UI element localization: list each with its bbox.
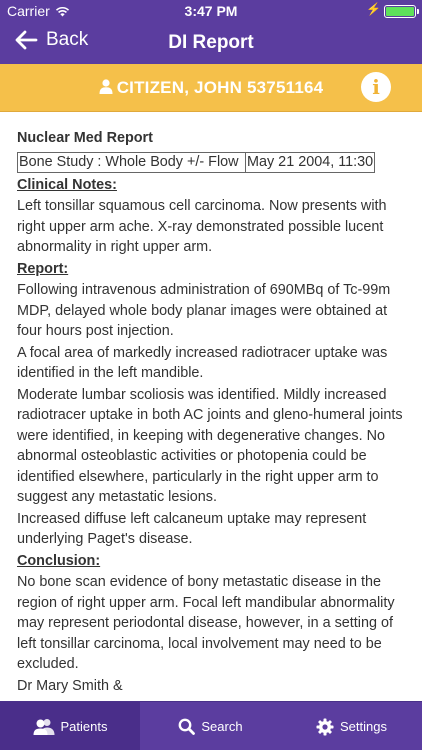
conclusion-text: No bone scan evidence of bony metastatic disease in the region of right upper arm. Focal left mandibular abnormality may represent periodontal disease, however, in a setting of left tonsillar carcinoma, local involvement may need to be excluded. <box>17 574 395 672</box>
page-title: DI Report <box>168 32 254 53</box>
patient-header <box>0 78 422 98</box>
status-bar <box>0 0 422 22</box>
back-label: Back <box>46 29 89 50</box>
top-bar <box>0 0 422 64</box>
patient-banner <box>0 64 422 112</box>
report-heading: Report: <box>17 260 69 277</box>
clinical-notes-text: Left tonsillar squamous cell carcinoma. Now presents with right upper arm ache. X-ray demonstrated possible lucent abnormality in right upper arm. <box>17 198 387 255</box>
conclusion-heading: Conclusion: <box>17 552 101 569</box>
tab-search-label: Search <box>201 719 243 734</box>
carrier-label: Carrier <box>7 3 50 19</box>
battery-level <box>386 7 414 16</box>
patients-icon <box>33 718 55 735</box>
study-date: May 21 2004, 11:30 <box>246 152 375 173</box>
tab-patients-label: Patients <box>60 719 108 734</box>
clinical-notes-heading: Clinical Notes: <box>17 176 117 193</box>
report-paragraph: Moderate lumbar scoliosis was identified. Mildly increased radiotracer uptake in both AC joints and gleno-humeral joints were identified, in keeping with degenerative changes. No abnormal osteoblastic activities or photopenia could be identified elsewhere, particularly in the right upper arm to suggest any metastatic lesions. <box>17 386 403 505</box>
tab-settings[interactable] <box>281 702 422 750</box>
info-button[interactable]: i <box>361 72 391 102</box>
study-name: Bone Study : Whole Body +/- Flow <box>17 152 246 173</box>
back-arrow-icon <box>14 29 38 51</box>
tab-settings-label: Settings <box>340 719 387 734</box>
patient-name: CITIZEN, JOHN 53751164 <box>116 78 324 97</box>
status-time: 3:47 PM <box>184 3 238 19</box>
person-icon <box>99 79 113 94</box>
back-button[interactable] <box>14 29 88 51</box>
report-paragraph: A focal area of markedly increased radiotracer uptake was identified in the left mandible. <box>17 344 388 381</box>
signature: Dr Mary Smith & <box>17 677 123 694</box>
report-content <box>17 128 409 696</box>
report-paragraph: Increased diffuse left calcaneum uptake may represent underlying Paget's disease. <box>17 510 367 547</box>
battery-icon <box>384 5 416 18</box>
report-title: Nuclear Med Report <box>17 130 153 146</box>
charging-icon: ⚡ <box>366 2 381 16</box>
report-paragraph: Following intravenous administration of 690MBq of Tc-99m MDP, delayed whole body planar images were obtained at four hours post injection. <box>17 282 391 339</box>
search-icon <box>178 718 195 735</box>
tab-patients[interactable] <box>0 702 140 750</box>
gear-icon <box>316 718 334 736</box>
tab-bar <box>0 701 422 750</box>
study-info <box>17 152 409 173</box>
tab-search[interactable] <box>140 702 281 750</box>
navigation-bar <box>0 22 422 64</box>
